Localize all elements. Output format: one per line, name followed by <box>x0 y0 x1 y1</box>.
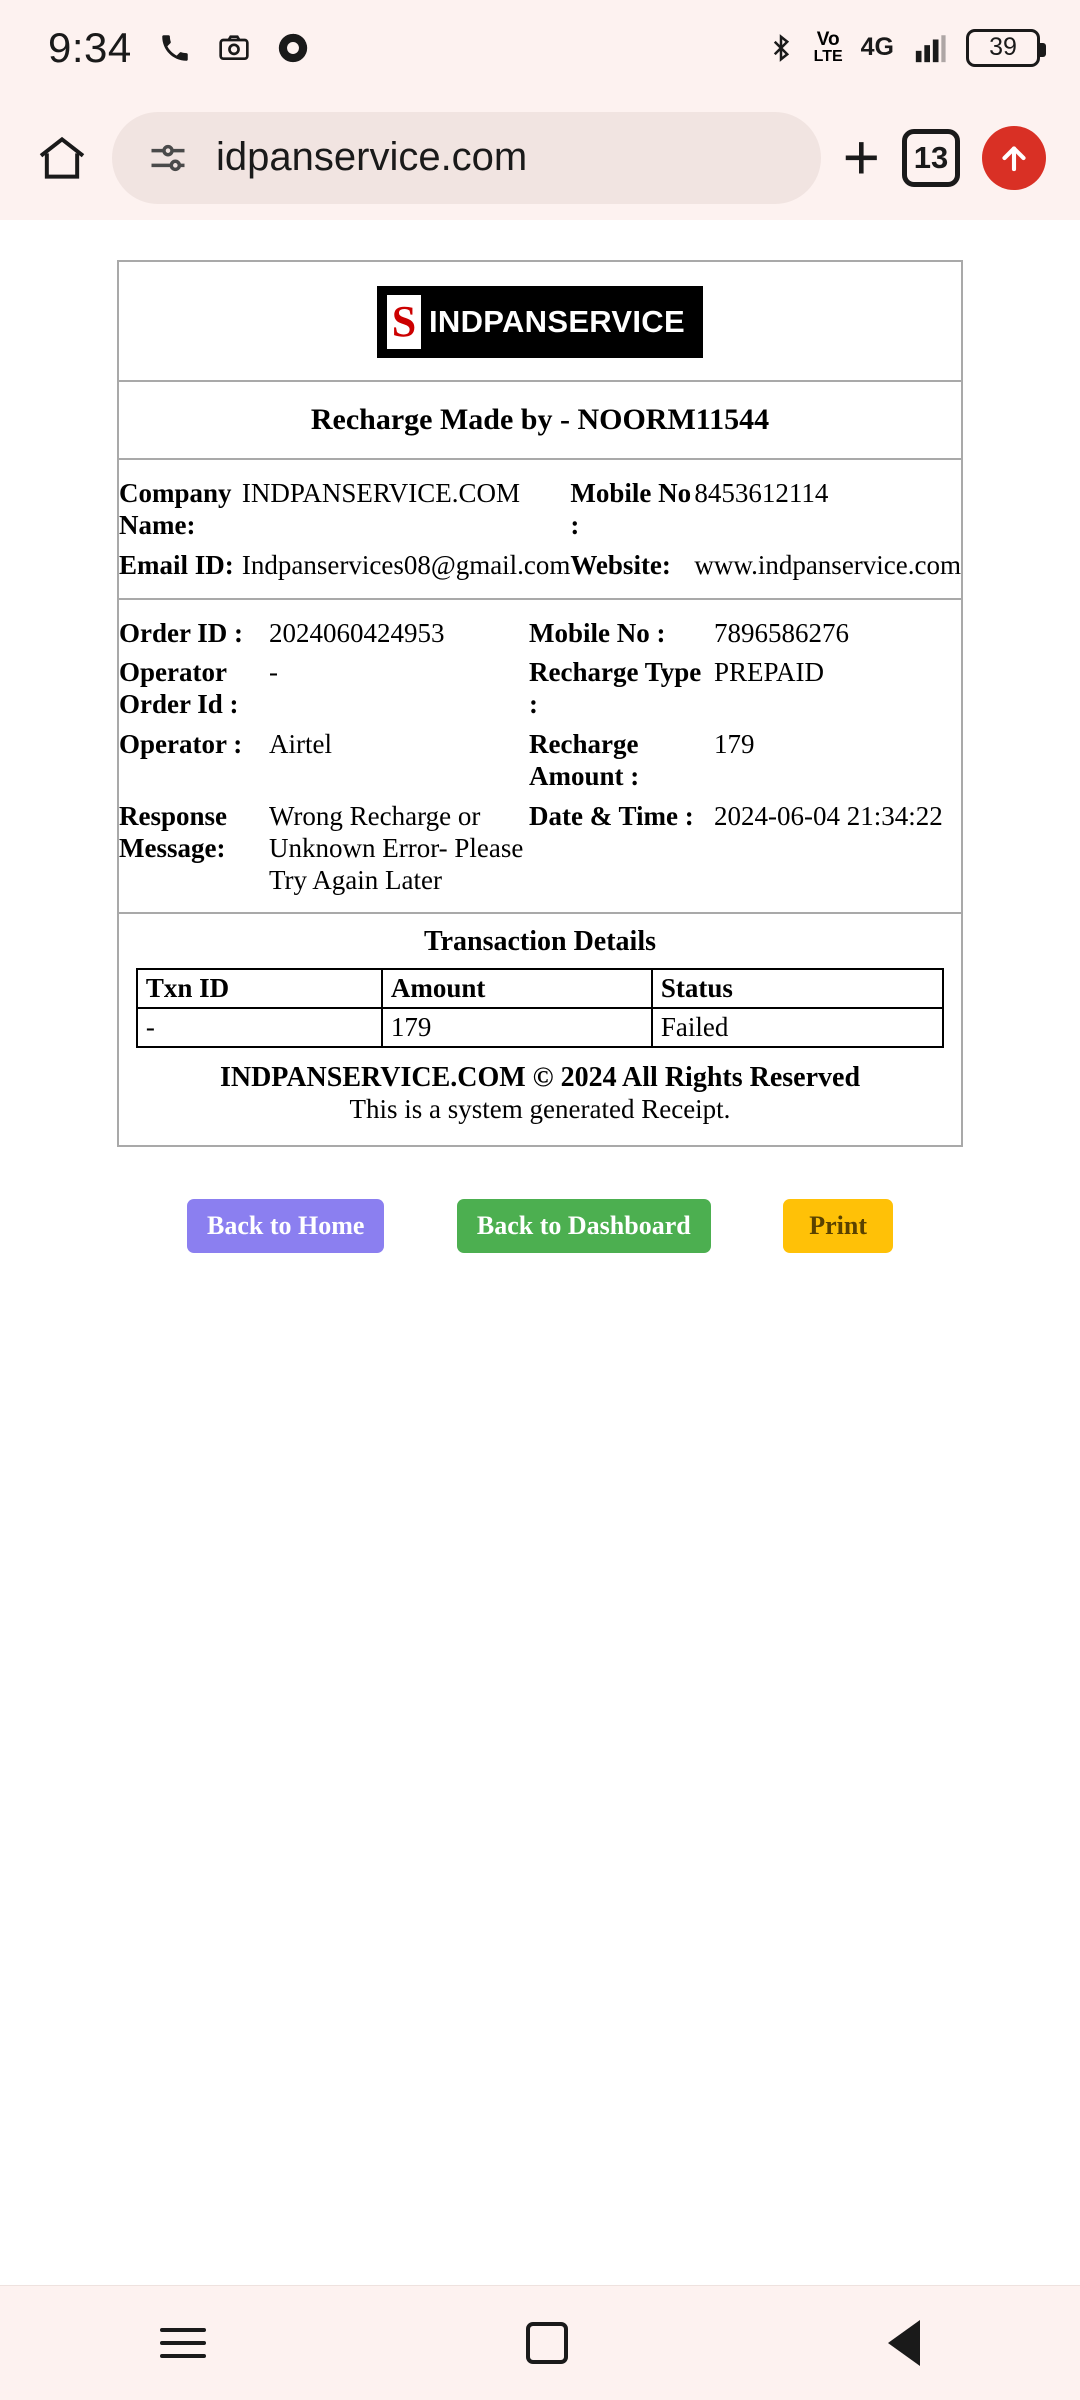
site-settings-icon[interactable] <box>146 136 190 180</box>
table-row <box>119 546 961 586</box>
recharge-type-value: PREPAID <box>714 657 825 688</box>
response-message-label: Response Message: <box>119 800 228 863</box>
receipt-footer <box>119 1048 961 1145</box>
logo-mark: S <box>387 295 421 349</box>
battery-icon <box>966 29 1040 67</box>
back-to-dashboard-button[interactable]: Back to Dashboard <box>457 1199 711 1253</box>
date-time-label: Date & Time : <box>529 800 694 831</box>
operator-value: Airtel <box>269 729 332 760</box>
print-button[interactable]: Print <box>783 1199 893 1253</box>
recharge-mobile-value: 7896586276 <box>714 617 849 648</box>
back-to-home-button[interactable]: Back to Home <box>187 1199 384 1253</box>
recharge-made-by: Recharge Made by - NOORM11544 <box>119 382 961 460</box>
url-text: idpanservice.com <box>216 135 528 179</box>
system-generated-note: This is a system generated Receipt. <box>349 1094 731 1125</box>
transaction-table <box>136 968 944 1048</box>
volte-bottom: LTE <box>813 48 843 65</box>
upload-arrow-icon[interactable] <box>982 126 1046 190</box>
back-triangle-icon[interactable] <box>888 2320 920 2366</box>
transaction-details-title: Transaction Details <box>423 926 657 958</box>
company-info-section <box>119 460 961 600</box>
company-mobile-value: 8453612114 <box>694 478 829 508</box>
txn-id-cell: - <box>137 1008 382 1047</box>
email-label: Email ID: <box>119 549 234 580</box>
camera-icon <box>218 32 250 64</box>
recharge-amount-label: Recharge Amount : <box>529 729 640 792</box>
status-clock: 9:34 <box>48 23 132 71</box>
table-header-row <box>137 969 943 1008</box>
chrome-icon <box>276 31 310 65</box>
table-row <box>137 1008 943 1047</box>
email-value: Indpanservices08@gmail.com <box>241 549 571 580</box>
copyright-text: INDPANSERVICE.COM © 2024 All Rights Reserved <box>219 1062 861 1094</box>
company-mobile-label: Mobile No : <box>570 478 692 540</box>
volte-icon <box>814 30 843 65</box>
operator-order-id-label: Operator Order Id : <box>119 657 239 720</box>
bluetooth-icon <box>766 31 796 65</box>
status-bar <box>0 0 1080 95</box>
brand-logo <box>377 286 703 358</box>
recharge-type-label: Recharge Type : <box>529 657 702 720</box>
table-row <box>119 614 961 654</box>
action-button-row <box>117 1199 963 1253</box>
tab-switcher-button[interactable]: 13 <box>902 129 960 187</box>
company-name-value: INDPANSERVICE.COM <box>241 478 521 508</box>
table-row <box>119 653 961 725</box>
amount-cell: 179 <box>382 1008 652 1047</box>
status-bar-right <box>766 29 1040 67</box>
signal-icon <box>912 31 948 65</box>
operator-label: Operator : <box>119 729 243 760</box>
status-cell: Failed <box>652 1008 943 1047</box>
table-row <box>119 797 961 901</box>
company-name-label: Company Name: <box>119 478 232 540</box>
recent-apps-icon[interactable] <box>160 2319 206 2367</box>
browser-toolbar <box>0 95 1080 220</box>
recharge-amount-value: 179 <box>714 729 755 760</box>
home-icon[interactable] <box>34 130 90 186</box>
order-id-label: Order ID : <box>119 617 243 648</box>
new-tab-button[interactable]: + <box>842 121 880 194</box>
phone-icon <box>158 31 192 65</box>
table-row <box>119 725 961 797</box>
receipt-card <box>117 260 963 1147</box>
logo-text: INDPANSERVICE <box>429 304 685 339</box>
address-bar[interactable] <box>112 112 821 204</box>
volte-top: Vo <box>816 29 840 50</box>
status-header: Status <box>652 969 943 1008</box>
home-square-icon[interactable] <box>526 2322 568 2364</box>
response-message-value: Wrong Recharge or Unknown Error- Please Try Again Later <box>269 800 524 895</box>
web-page-content <box>0 220 1080 2400</box>
operator-order-id-value: - <box>269 657 278 688</box>
table-row <box>119 474 961 546</box>
android-nav-bar <box>0 2285 1080 2400</box>
amount-header: Amount <box>382 969 652 1008</box>
txn-id-header: Txn ID <box>137 969 382 1008</box>
network-type-label: 4G <box>860 33 894 61</box>
status-bar-left <box>48 24 310 72</box>
website-label: Website: <box>570 549 671 580</box>
receipt-logo-row <box>119 262 961 382</box>
order-id-value: 2024060424953 <box>269 617 445 648</box>
order-info-section <box>119 600 961 915</box>
website-value: www.indpanservice.com <box>694 549 961 580</box>
battery-level: 39 <box>989 33 1017 61</box>
date-time-value: 2024-06-04 21:34:22 <box>714 800 943 831</box>
recharge-mobile-label: Mobile No : <box>529 617 666 648</box>
